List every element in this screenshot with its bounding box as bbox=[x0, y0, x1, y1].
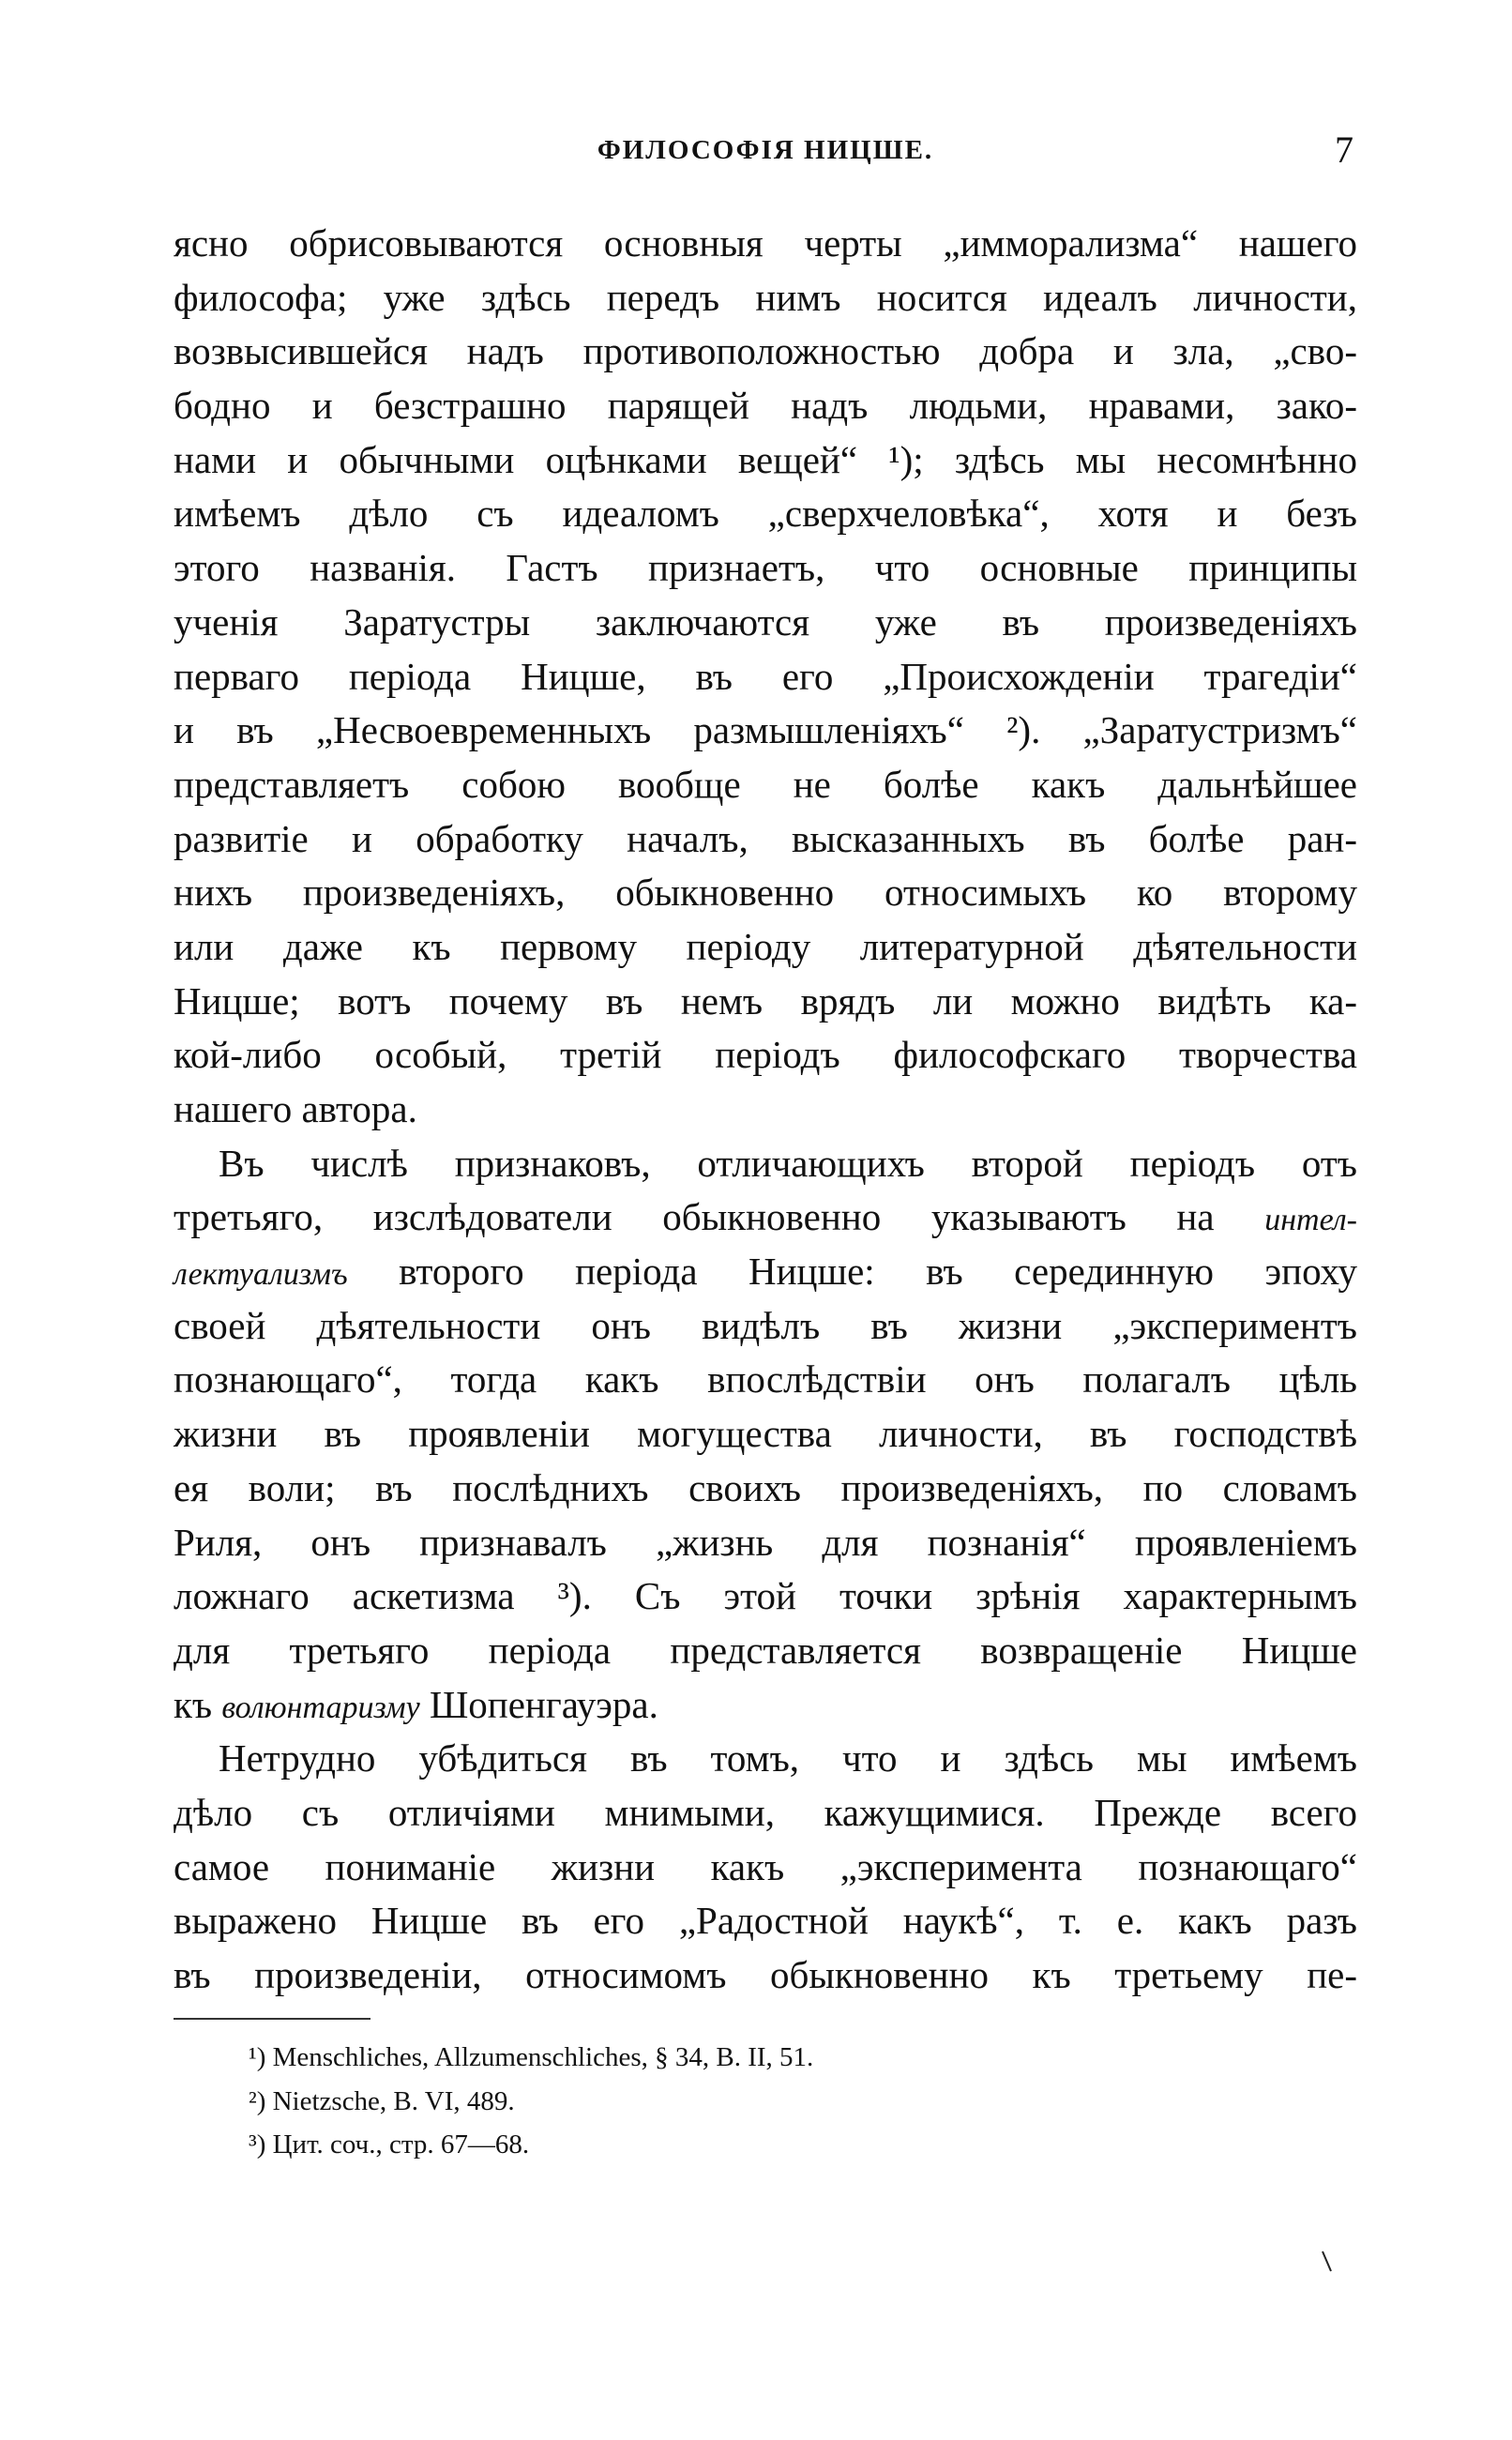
text-line bbox=[174, 866, 1357, 920]
text-segment: ясно обрисовываются основныя черты „имморализма“ нашего bbox=[174, 221, 1357, 265]
text-line bbox=[174, 271, 1357, 326]
text-segment: къ bbox=[174, 1682, 222, 1726]
text-line bbox=[174, 1624, 1357, 1678]
text-segment: нашего автора. bbox=[174, 1087, 417, 1130]
text-segment: или даже къ первому періоду литературной дѣятельности bbox=[174, 924, 1357, 968]
text-line bbox=[174, 920, 1357, 975]
text-segment: перваго періода Ницше, въ его „Происхожденіи трагедіи“ bbox=[174, 654, 1357, 698]
footnote: ²) Nietzsche, B. VI, 489. bbox=[249, 2085, 515, 2116]
text-segment: жизни въ проявленіи могущества личности, въ господствѣ bbox=[174, 1412, 1357, 1456]
text-segment: нами и обычными оцѣнками вещей“ ¹); здѣсь мы несомнѣнно bbox=[174, 437, 1357, 481]
body-text bbox=[174, 217, 1357, 2003]
text-segment: въ произведеніи, относимомъ обыкновенно къ третьему пе- bbox=[174, 1953, 1357, 1996]
text-line bbox=[174, 1083, 1357, 1137]
text-line bbox=[174, 650, 1357, 705]
text-segment: развитіе и обработку началъ, высказанныхъ въ болѣе ран- bbox=[174, 816, 1357, 860]
text-segment: этого названія. Гастъ признаетъ, что основные принципы bbox=[174, 546, 1357, 590]
text-segment: третьяго, изслѣдователи обыкновенно указываютъ на bbox=[174, 1195, 1265, 1239]
text-segment: ученія Заратустры заключаются уже въ произведеніяхъ bbox=[174, 599, 1357, 644]
text-segment: имѣемъ дѣло съ идеаломъ „сверхчеловѣка“, хотя и безъ bbox=[174, 492, 1357, 536]
text-segment: второго періода Ницше: въ серединную эпоху bbox=[347, 1250, 1357, 1294]
text-segment: дѣло съ отличіями мнимыми, кажущимися. Прежде всего bbox=[174, 1790, 1357, 1834]
text-segment: и въ „Несвоевременныхъ размышленіяхъ“ ²). „Заратустризмъ“ bbox=[174, 708, 1357, 752]
text-line bbox=[174, 975, 1357, 1029]
italic-text: волюнтаризму bbox=[221, 1690, 420, 1725]
text-line bbox=[174, 1841, 1357, 1895]
footnote: ¹) Menschliches, Allzumenschliches, § 34, B. II, 51. bbox=[249, 2042, 814, 2072]
text-line bbox=[174, 1353, 1357, 1407]
text-line bbox=[174, 541, 1357, 596]
text-segment: Шопенгауэра. bbox=[419, 1682, 658, 1726]
footnote: ³) Цит. соч., стр. 67—68. bbox=[249, 2129, 530, 2160]
text-line bbox=[174, 1137, 1357, 1191]
text-line bbox=[174, 812, 1357, 867]
text-line bbox=[174, 1190, 1357, 1245]
text-segment: Нетрудно убѣдиться въ томъ, что и здѣсь мы имѣемъ bbox=[219, 1736, 1357, 1781]
text-line bbox=[174, 704, 1357, 758]
text-line bbox=[174, 1948, 1357, 2003]
italic-text: интел- bbox=[1264, 1203, 1357, 1238]
text-segment: Ницше; вотъ почему въ немъ врядъ ли можно видѣть ка- bbox=[174, 978, 1357, 1023]
text-line bbox=[174, 1299, 1357, 1354]
text-segment: кой-либо особый, третій періодъ философскаго творчества bbox=[174, 1033, 1357, 1077]
page-number: 7 bbox=[1335, 129, 1353, 171]
page-header bbox=[174, 128, 1357, 174]
text-segment: Въ числѣ признаковъ, отличающихъ второй періодъ отъ bbox=[219, 1141, 1357, 1185]
text-line bbox=[174, 1028, 1357, 1083]
text-segment: бодно и безстрашно парящей надъ людьми, нравами, зако- bbox=[174, 384, 1357, 428]
text-segment: нихъ произведеніяхъ, обыкновенно относимыхъ ко второму bbox=[174, 871, 1357, 915]
text-segment: возвысившейся надъ противоположностью добра и зла, „сво- bbox=[174, 329, 1357, 373]
text-line bbox=[174, 217, 1357, 271]
text-line bbox=[174, 1894, 1357, 1948]
paragraph bbox=[174, 217, 1357, 1137]
text-segment: Риля, онъ признавалъ „жизнь для познанія“ проявленіемъ bbox=[174, 1520, 1357, 1564]
text-line bbox=[174, 325, 1357, 379]
text-line bbox=[174, 379, 1357, 433]
paragraph bbox=[174, 1137, 1357, 1733]
text-line bbox=[174, 1245, 1357, 1299]
text-line bbox=[174, 758, 1357, 812]
text-line bbox=[174, 1678, 1357, 1733]
text-segment: самое пониманіе жизни какъ „эксперимента познающаго“ bbox=[174, 1844, 1357, 1888]
paragraph bbox=[174, 1732, 1357, 2002]
italic-text: лектуализмъ bbox=[174, 1257, 348, 1293]
text-segment: ложнаго аскетизма ³). Съ этой точки зрѣнія характернымъ bbox=[174, 1574, 1357, 1618]
stray-mark-icon bbox=[1321, 2250, 1334, 2274]
text-line bbox=[174, 433, 1357, 488]
text-segment: философа; уже здѣсь передъ нимъ носится идеалъ личности, bbox=[174, 275, 1357, 319]
footnotes bbox=[249, 2036, 813, 2167]
text-segment: для третьяго періода представляется возвращеніе Ницше bbox=[174, 1628, 1357, 1672]
running-title: ФИЛОСОФІЯ НИЦШЕ. bbox=[597, 135, 934, 165]
text-segment: своей дѣятельности онъ видѣлъ въ жизни „экспериментъ bbox=[174, 1303, 1357, 1347]
text-line bbox=[174, 1786, 1357, 1841]
text-segment: представляетъ собою вообще не болѣе какъ дальнѣйшее bbox=[174, 762, 1357, 806]
footnote-divider bbox=[174, 2018, 370, 2020]
text-segment: ея воли; въ послѣднихъ своихъ произведеніяхъ, по словамъ bbox=[174, 1465, 1357, 1509]
text-line bbox=[174, 596, 1357, 650]
text-segment: познающаго“, тогда какъ впослѣдствіи онъ полагалъ цѣль bbox=[174, 1357, 1357, 1402]
text-line bbox=[174, 1732, 1357, 1786]
text-line bbox=[174, 1462, 1357, 1516]
text-line bbox=[174, 1516, 1357, 1570]
text-line bbox=[174, 1407, 1357, 1462]
text-line bbox=[174, 487, 1357, 541]
text-line bbox=[174, 1569, 1357, 1624]
text-segment: выражено Ницше въ его „Радостной наукѣ“, т. е. какъ разъ bbox=[174, 1899, 1357, 1943]
